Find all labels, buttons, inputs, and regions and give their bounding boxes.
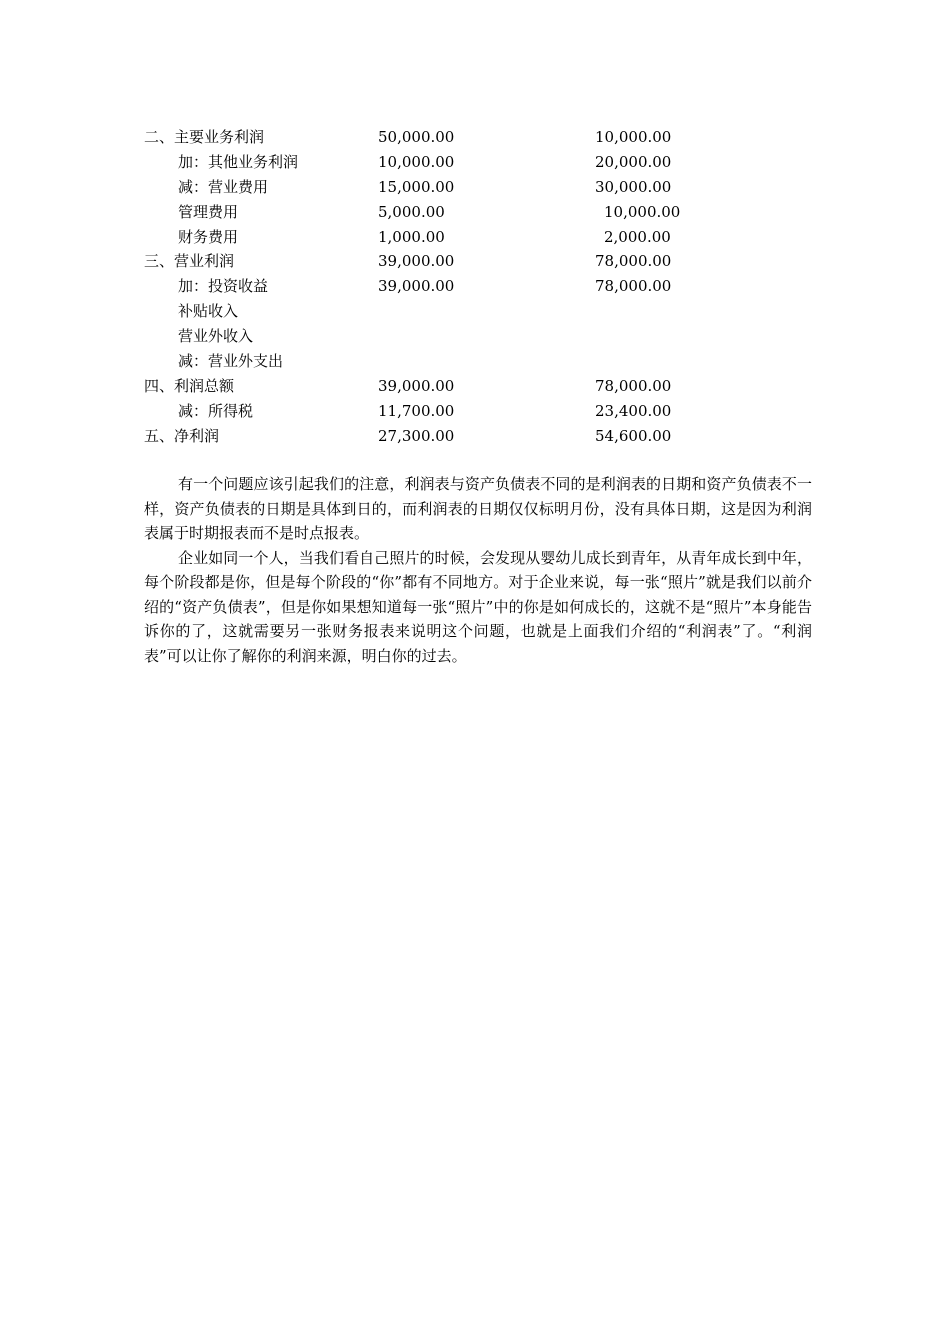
table-row [144, 125, 744, 150]
previous-value: 2,000.00 [604, 227, 671, 246]
row-label: 五、净利润 [144, 426, 220, 445]
table-row [144, 424, 744, 449]
table-row [144, 225, 744, 250]
table-row [144, 274, 744, 299]
paragraph: 有一个问题应该引起我们的注意，利润表与资产负债表不同的是利润表的日期和资产负债表不一样，资产负债表的日期是具体到日的，而利润表的日期仅仅标明月份，没有具体日期，这是因为利润表属于时期报表而不是时点报表。 [144, 475, 812, 542]
previous-value: 20,000.00 [595, 152, 672, 171]
current-value: 39,000.00 [378, 376, 455, 395]
table-row [144, 374, 744, 399]
current-value: 27,300.00 [378, 426, 455, 445]
paragraph: 企业如同一个人，当我们看自己照片的时候，会发现从婴幼儿成长到青年，从青年成长到中年，每个阶段都是你，但是每个阶段的“你”都有不同地方。对于企业来说，每一张“照片”就是我们以前介绍的“资产负债表”，但是你如果想知道每一张“照片”中的你是如何成长的，这就不是“照片”本身能告诉你的了，这就需要另一张财务报表来说明这个问题，也就是上面我们介绍的“利润表”了。“利润表”可以让你了解你的利润来源，明白你的过去。 [144, 548, 812, 665]
row-label: 减：营业费用 [178, 177, 269, 196]
row-label: 管理费用 [178, 202, 239, 221]
previous-value: 78,000.00 [595, 252, 672, 271]
row-label: 补贴收入 [178, 302, 239, 321]
body-text [144, 472, 812, 668]
current-value: 5,000.00 [378, 202, 445, 221]
row-label: 加：投资收益 [178, 277, 269, 296]
previous-value: 54,600.00 [595, 426, 672, 445]
income-statement-table [144, 125, 744, 449]
current-value: 10,000.00 [378, 152, 455, 171]
table-row [144, 299, 744, 324]
table-row [144, 249, 744, 274]
table-row [144, 175, 744, 200]
table-row [144, 349, 744, 374]
previous-value: 10,000.00 [604, 202, 681, 221]
previous-value: 23,400.00 [595, 401, 672, 420]
table-row [144, 324, 744, 349]
row-label: 减：所得税 [178, 401, 254, 420]
previous-value: 78,000.00 [595, 376, 672, 395]
table-row [144, 150, 744, 175]
table-row [144, 399, 744, 424]
current-value: 1,000.00 [378, 227, 445, 246]
table-row [144, 200, 744, 225]
row-label: 二、主要业务利润 [144, 128, 265, 146]
row-label: 营业外收入 [178, 327, 254, 346]
current-value: 39,000.00 [378, 277, 455, 296]
previous-value: 10,000.00 [595, 128, 672, 146]
row-label: 财务费用 [178, 227, 239, 246]
current-value: 50,000.00 [378, 128, 455, 146]
previous-value: 78,000.00 [595, 277, 672, 296]
previous-value: 30,000.00 [595, 177, 672, 196]
row-label: 减：营业外支出 [178, 352, 284, 371]
row-label: 加：其他业务利润 [178, 152, 299, 171]
current-value: 15,000.00 [378, 177, 455, 196]
row-label: 四、利润总额 [144, 376, 235, 395]
current-value: 39,000.00 [378, 252, 455, 271]
row-label: 三、营业利润 [144, 252, 235, 271]
current-value: 11,700.00 [378, 401, 455, 420]
